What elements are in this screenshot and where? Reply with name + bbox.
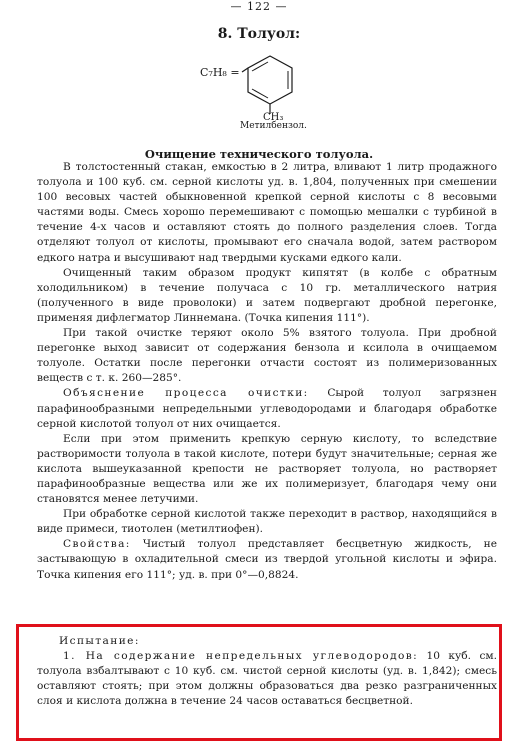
body-text [37, 160, 497, 583]
paragraph: В толстостенный стакан, емкостью в 2 литра, вливают 1 литр продажного толуола и 100 куб. см. серной кислоты уд. в. 1,804, полученных при смешении 100 весовых частей обыкновенной крепкой серной кислоты с 8 весовыми частями воды. Смесь хорошо перемешивают с помощью мешалки с турбиной в течение 4-х часов и оставляют стоять до полного разделения слоев. Тогда отделяют толуол от кислоты, промывают его сначала водой, затем раствором едкого натра и высушивают над твердыми кусками едкого кали. [37, 161, 497, 264]
section-title: 8. Толуол: [217, 26, 301, 42]
formula-caption: Метилбензол. [240, 121, 307, 131]
paragraph: Если при этом применить крепкую серную кислоту, то вследствие растворимости толуола в такой кислоте, потери будут значительные; серная же кислота вышеуказанной крепости не растворяет толуола, но растворяет парафинообразные вещества или же их полимеризует, благодаря чему они становятся менее летучими. [37, 432, 497, 506]
test-item-label: 1. На содержание непредельных углеводородов: [63, 650, 419, 663]
subsection-heading: Очищение технического толуола. [144, 147, 374, 161]
paragraph: При такой очистке теряют около 5% взятого толуола. При дробной перегонке выход зависит от содержания бензола и ксилола в очищаемом толуоле. Остатки после перегонки отчасти состоят из полимеризованных веществ с т. к. 260—285°. [37, 327, 497, 385]
page-number: — 122 — [230, 0, 288, 13]
methyl-group-label: CH₃ [263, 112, 284, 123]
testing-label: Испытание: [59, 635, 140, 647]
test-item-text: 10 куб. см. толуола взбалтывают с 10 куб. см. чистой серной кислоты (уд. в. 1,842); смесь оставляют стоять; при этом должны образоваться два резко разграниченных слоя и кислота должна в течение 24 часов оставаться бесцветной. [37, 650, 497, 708]
paragraph-text: Сырой толуол загрязнен парафинообразными непредельными углеводородами и благодаря обработке серной кислотой толуол от них очищается. [37, 387, 497, 430]
structural-formula [200, 52, 330, 132]
paragraph [37, 649, 497, 709]
paragraph-label: Объяснение процесса очистки: [63, 387, 309, 400]
paragraph [37, 386, 497, 431]
paragraph: При обработке серной кислотой также переходит в раствор, находящийся в виде примеси, тиотолен (метилтиофен). [37, 508, 497, 536]
testing-section [37, 634, 497, 709]
paragraph-text: Чистый толуол представляет бесцветную жидкость, не застывающую в охладительной смеси из твердой угольной кислоты и эфира. Точка кипения его 111°; уд. в. при 0°—0,8824. [37, 538, 497, 581]
formula-group-label: C₇H₈ = [200, 66, 240, 79]
paragraph-label: Свойства: [63, 538, 131, 551]
paragraph [37, 537, 497, 582]
paragraph: Очищенный таким образом продукт кипятят (в колбе с обратным холодильником) в течение получаса с 10 гр. металлического натрия (полученного в виде проволоки) и затем подвергают дробной перегонке, применяя дифлегматор Линнемана. (Точка кипения 111°). [37, 266, 497, 324]
